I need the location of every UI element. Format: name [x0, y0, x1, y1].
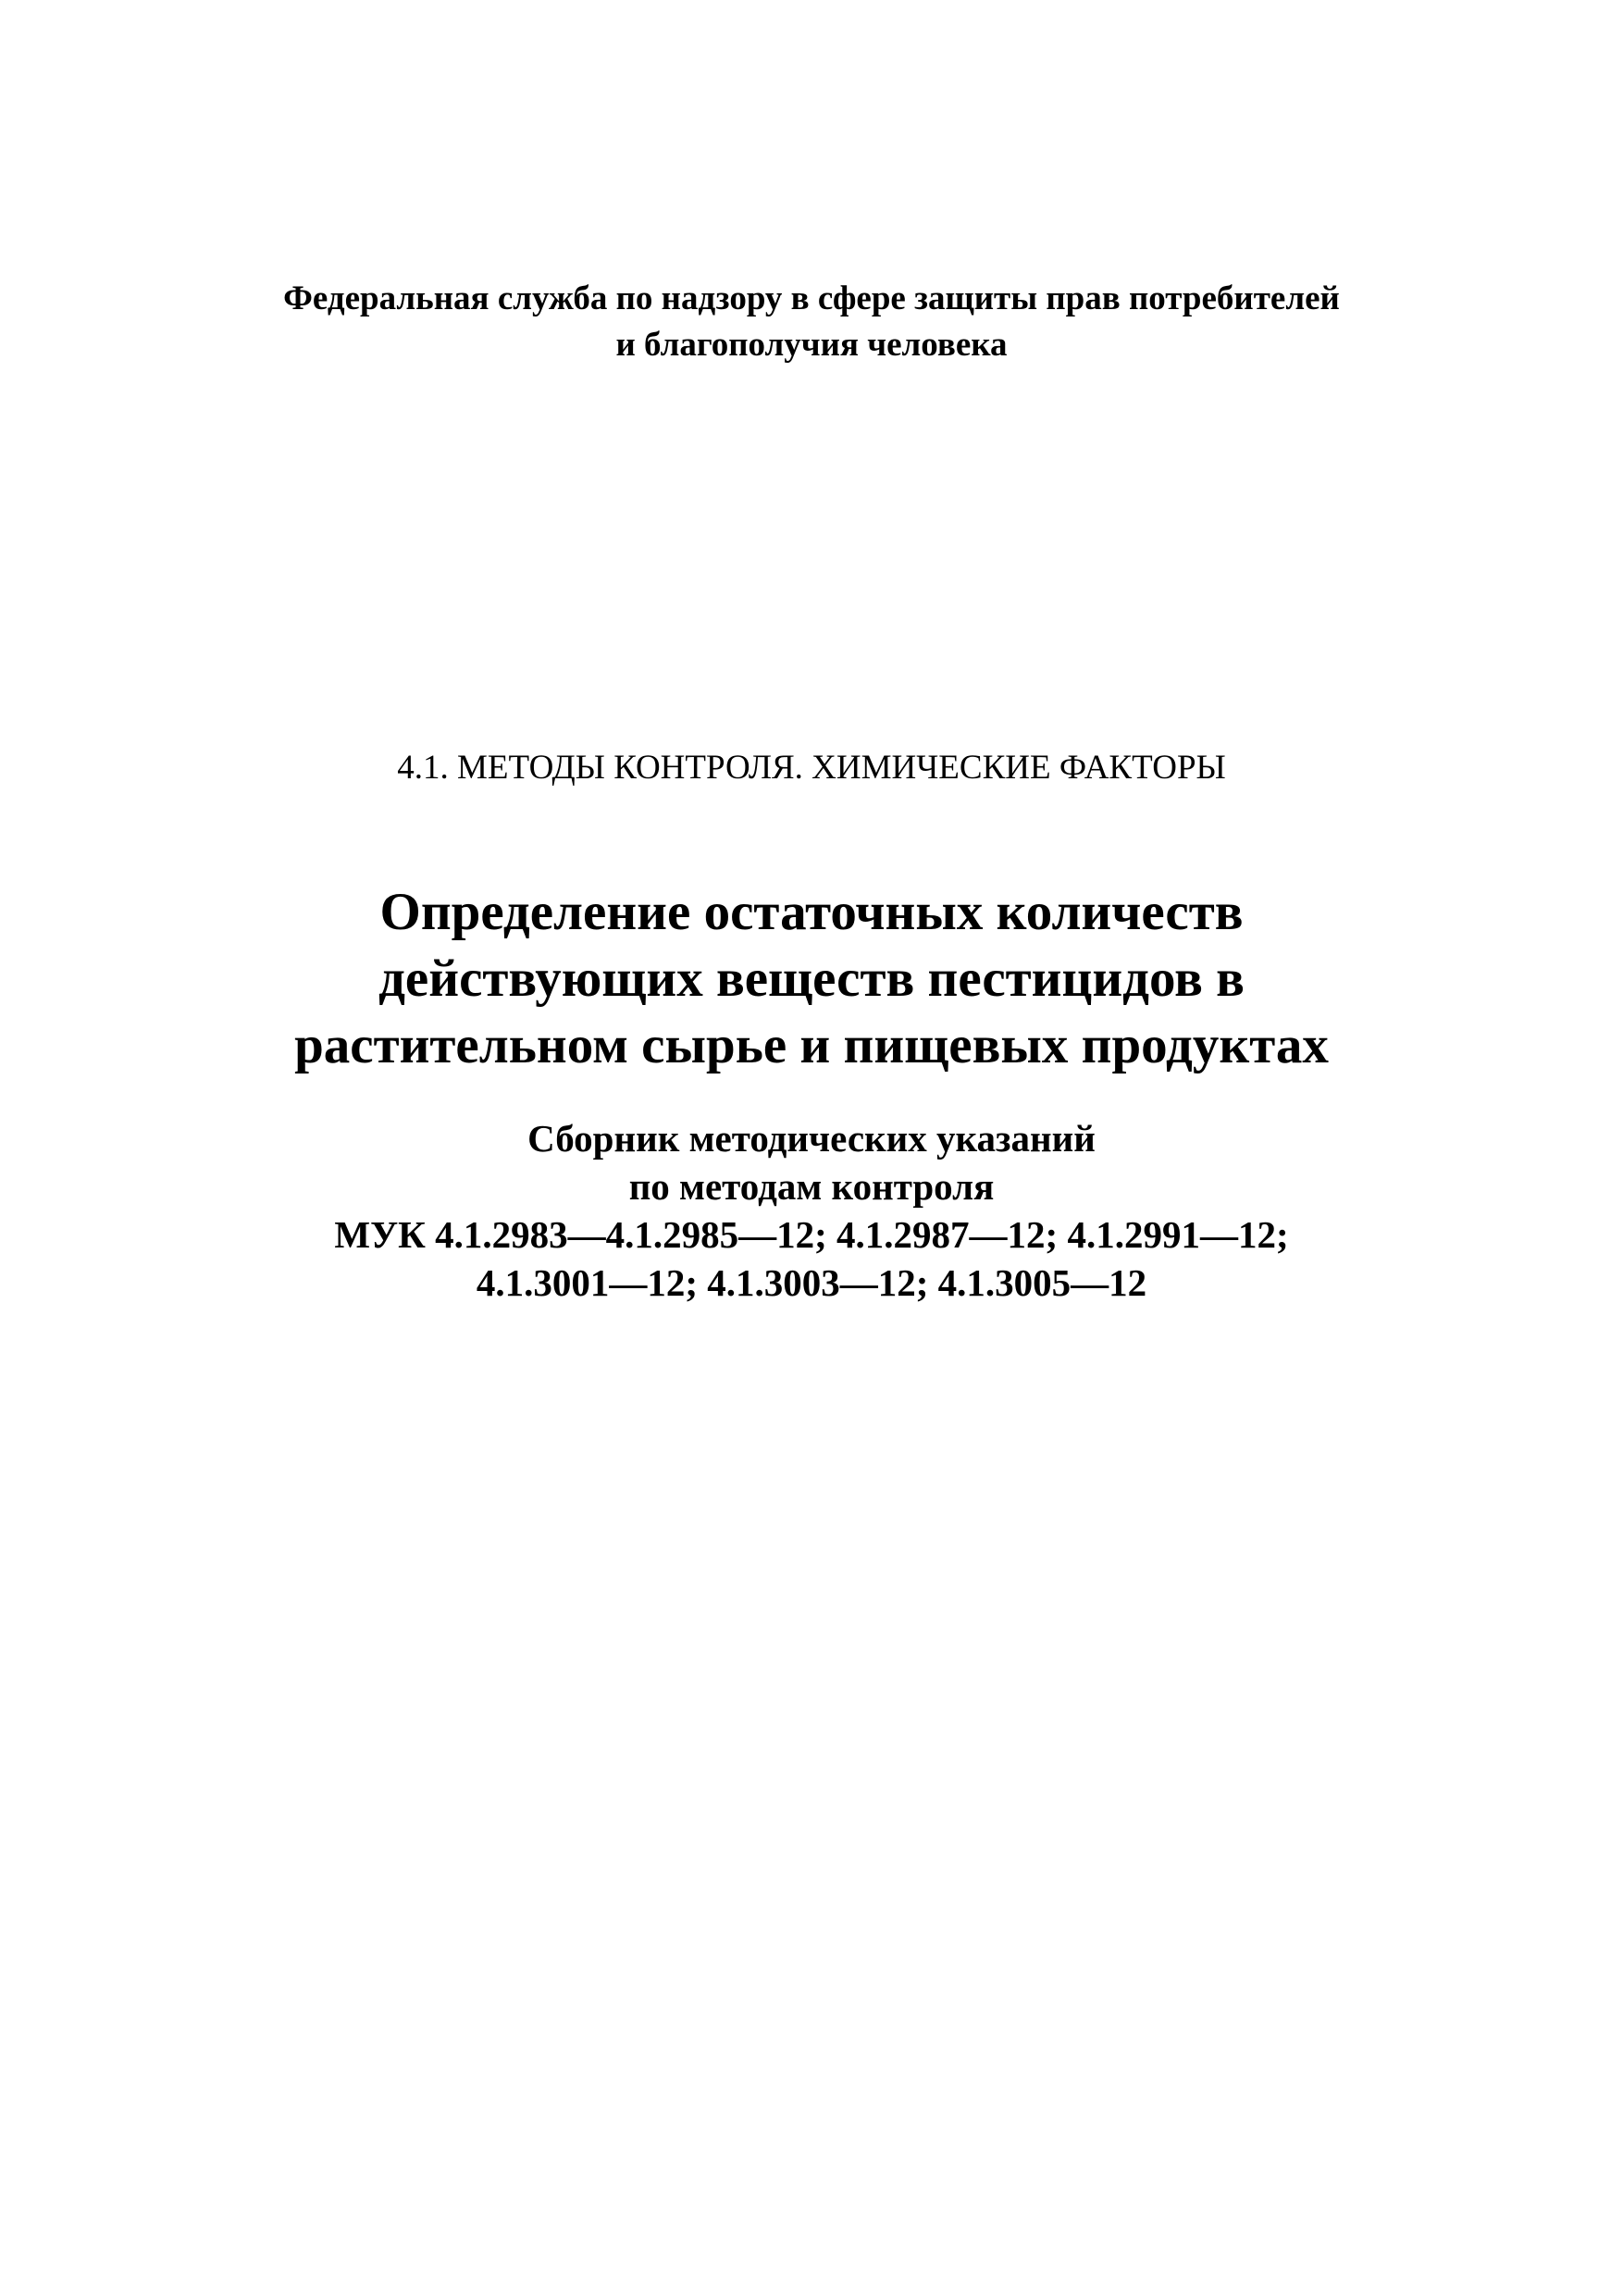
document-title — [0, 879, 1623, 1079]
subtitle-line-2: по методам контроля — [628, 1165, 995, 1208]
agency-name — [0, 276, 1623, 368]
section-label: 4.1. МЕТОДЫ КОНТРОЛЯ. ХИМИЧЕСКИЕ ФАКТОРЫ — [397, 749, 1226, 787]
subtitle-line-4: 4.1.3001—12; 4.1.3003—12; 4.1.3005—12 — [476, 1261, 1147, 1304]
agency-line-1: Федеральная служба по надзору в сфере защиты прав потребителей — [283, 279, 1340, 317]
subtitle-line-1: Сборник методических указаний — [527, 1117, 1096, 1160]
title-line-1: Определение остаточных количеств — [379, 883, 1244, 941]
agency-line-2: и благополучия человека — [615, 326, 1008, 364]
section-heading — [0, 745, 1623, 791]
document-subtitle — [0, 1114, 1623, 1307]
title-line-3: растительном сырье и пищевых продуктах — [294, 1016, 1329, 1074]
title-line-2: действующих веществ пестицидов в — [378, 949, 1245, 1008]
subtitle-line-3: МУК 4.1.2983—4.1.2985—12; 4.1.2987—12; 4.1.2991—12; — [334, 1213, 1289, 1256]
